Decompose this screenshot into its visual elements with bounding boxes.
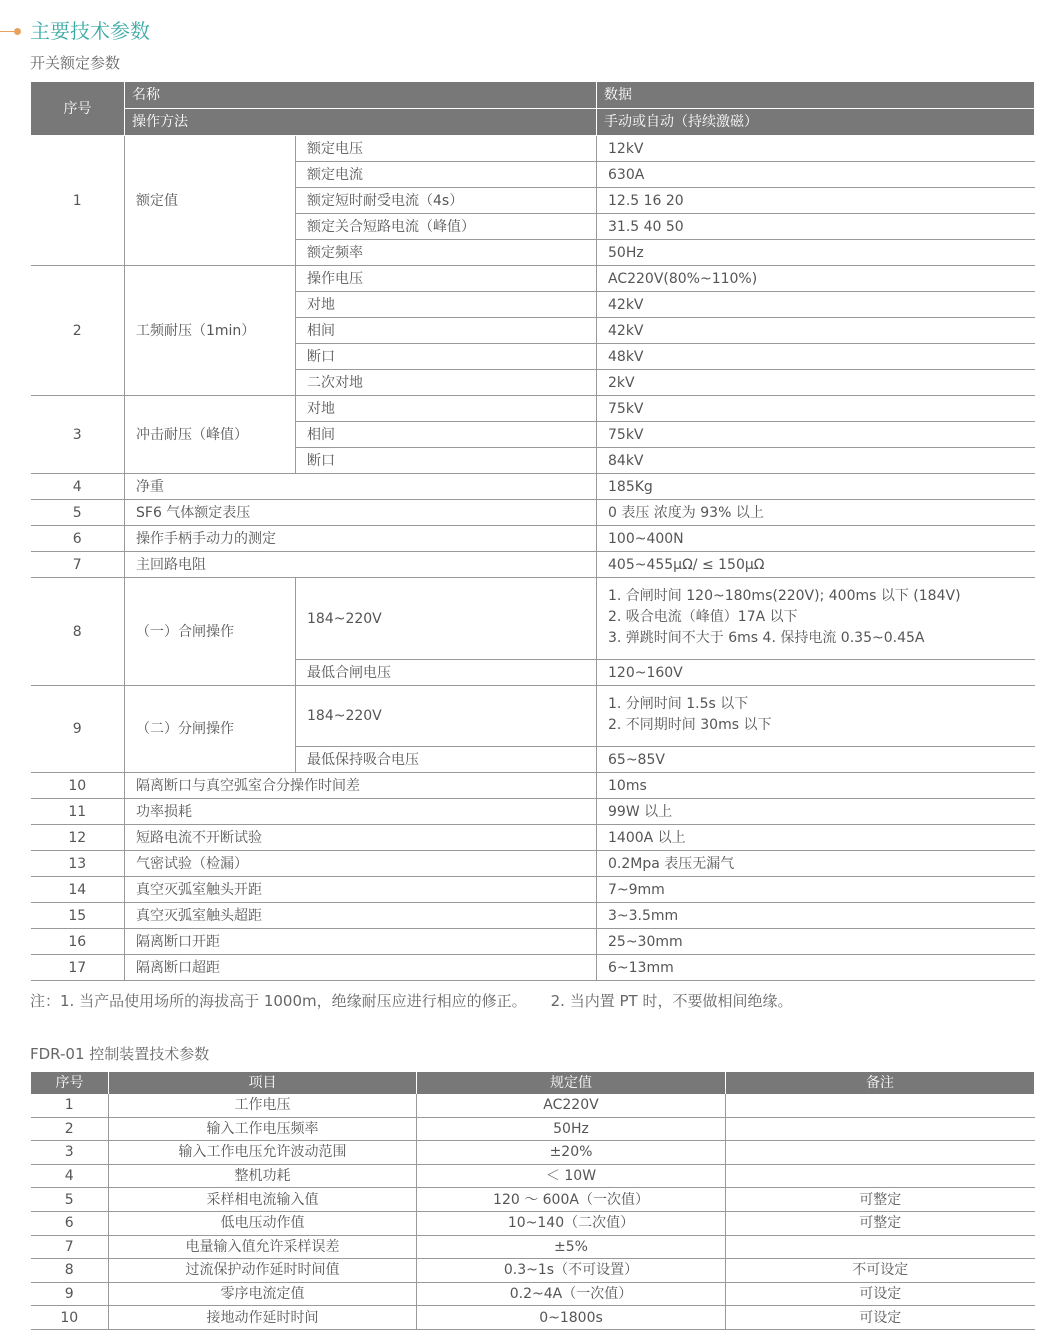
row-spec: ±5% xyxy=(417,1235,726,1259)
row-name: 冲击耐压（峰值） xyxy=(125,396,296,474)
row-spec: 0.3~1s（不可设置） xyxy=(417,1259,726,1283)
row-spec: AC220V xyxy=(417,1094,726,1117)
row-value: 75kV xyxy=(597,396,1035,422)
row-seq: 2 xyxy=(31,266,125,396)
footnote xyxy=(30,990,792,1012)
row-value: 120~160V xyxy=(597,660,1035,686)
row-subname: 操作电压 xyxy=(296,266,597,292)
row-seq: 1 xyxy=(31,1094,109,1117)
table-row xyxy=(31,1211,1035,1235)
section-title: 主要技术参数 xyxy=(30,19,150,43)
table-row xyxy=(31,500,1035,526)
table-row xyxy=(31,929,1035,955)
footnote-part2: 2. 当内置 PT 时，不要做相间绝缘。 xyxy=(550,992,793,1010)
row-seq: 14 xyxy=(31,877,125,903)
table-row xyxy=(31,526,1035,552)
row-seq: 11 xyxy=(31,799,125,825)
row-value: 2kV xyxy=(597,370,1035,396)
row-value: 84kV xyxy=(597,448,1035,474)
row-subname: 额定电流 xyxy=(296,162,597,188)
row-value: 100~400N xyxy=(597,526,1035,552)
row-value: 65~85V xyxy=(597,747,1035,773)
header-item: 项目 xyxy=(109,1072,417,1094)
row-name: 功率损耗 xyxy=(125,799,597,825)
row-seq: 1 xyxy=(31,136,125,266)
row-item: 输入工作电压频率 xyxy=(109,1117,417,1141)
row-name: 操作手柄手动力的测定 xyxy=(125,526,597,552)
row-item: 工作电压 xyxy=(109,1094,417,1117)
row-value: 0 表压 浓度为 93% 以上 xyxy=(597,500,1035,526)
table-row xyxy=(31,851,1035,877)
row-item: 过流保护动作延时时间值 xyxy=(109,1259,417,1283)
row-value: 185Kg xyxy=(597,474,1035,500)
switch-rated-params-table xyxy=(30,81,1035,981)
row-value: 12kV xyxy=(597,136,1035,162)
row-spec: 10~140（二次值） xyxy=(417,1211,726,1235)
row-seq: 4 xyxy=(31,1164,109,1188)
row-spec: ＜ 10W xyxy=(417,1164,726,1188)
header-spec: 规定值 xyxy=(417,1072,726,1094)
row-value: 50Hz xyxy=(597,240,1035,266)
row-remark xyxy=(726,1141,1035,1165)
value-line: 1. 分闸时间 1.5s 以下 xyxy=(608,696,749,712)
row-subname: 二次对地 xyxy=(296,370,597,396)
row-name: 真空灭弧室触头开距 xyxy=(125,877,597,903)
row-seq: 5 xyxy=(31,500,125,526)
row-seq: 2 xyxy=(31,1117,109,1141)
row-value: 7~9mm xyxy=(597,877,1035,903)
row-subname: 最低合闸电压 xyxy=(296,660,597,686)
row-remark xyxy=(726,1235,1035,1259)
row-name: 工频耐压（1min） xyxy=(125,266,296,396)
table-row xyxy=(31,1188,1035,1212)
row-value: 99W 以上 xyxy=(597,799,1035,825)
table-header-row xyxy=(31,1072,1035,1094)
value-line: 2. 吸合电流（峰值）17A 以下 xyxy=(608,609,798,625)
row-subname: 相间 xyxy=(296,422,597,448)
row-remark: 可整定 xyxy=(726,1211,1035,1235)
row-subname: 184~220V xyxy=(296,578,597,660)
row-remark xyxy=(726,1117,1035,1141)
row-value: 6~13mm xyxy=(597,955,1035,981)
row-name: 净重 xyxy=(125,474,597,500)
row-spec: 0~1800s xyxy=(417,1306,726,1330)
header-seq: 序号 xyxy=(31,82,125,136)
value-line: 3. 弹跳时间不大于 6ms 4. 保持电流 0.35~0.45A xyxy=(608,630,925,646)
row-remark: 不可设定 xyxy=(726,1259,1035,1283)
table-row xyxy=(31,1141,1035,1165)
row-spec: 120 ～ 600A（一次值） xyxy=(417,1188,726,1212)
row-name: 隔离断口与真空弧室合分操作时间差 xyxy=(125,773,597,799)
row-subname: 184~220V xyxy=(296,686,597,747)
row-seq: 5 xyxy=(31,1188,109,1212)
row-spec: ±20% xyxy=(417,1141,726,1165)
row-seq: 12 xyxy=(31,825,125,851)
table-row xyxy=(31,474,1035,500)
row-seq: 9 xyxy=(31,1282,109,1306)
table-row xyxy=(31,266,1035,292)
header-data: 数据 xyxy=(597,82,1035,109)
table-row xyxy=(31,877,1035,903)
row-value: 405~455μΩ/ ≤ 150μΩ xyxy=(597,552,1035,578)
row-name: 隔离断口超距 xyxy=(125,955,597,981)
row-item: 电量输入值允许采样误差 xyxy=(109,1235,417,1259)
table-row xyxy=(31,955,1035,981)
table-row xyxy=(31,1094,1035,1117)
row-value: AC220V(80%~110%) xyxy=(597,266,1035,292)
row-name: （一）合闸操作 xyxy=(125,578,296,686)
row-value-multiline xyxy=(597,686,1035,747)
row-seq: 9 xyxy=(31,686,125,773)
footnote-part1: 注：1. 当产品使用场所的海拔高于 1000m，绝缘耐压应进行相应的修正。 xyxy=(30,992,527,1010)
table-row xyxy=(31,799,1035,825)
header-op-method: 操作方法 xyxy=(125,109,597,136)
row-name: 隔离断口开距 xyxy=(125,929,597,955)
value-line: 1. 合闸时间 120~180ms(220V); 400ms 以下 (184V) xyxy=(608,588,961,604)
row-item: 输入工作电压允许波动范围 xyxy=(109,1141,417,1165)
row-subname: 对地 xyxy=(296,292,597,318)
row-value-multiline xyxy=(597,578,1035,660)
row-name: 气密试验（检漏） xyxy=(125,851,597,877)
row-subname: 额定电压 xyxy=(296,136,597,162)
row-spec: 50Hz xyxy=(417,1117,726,1141)
table-row xyxy=(31,1164,1035,1188)
title-decoration-dot xyxy=(14,28,21,35)
row-name: 短路电流不开断试验 xyxy=(125,825,597,851)
row-seq: 3 xyxy=(31,1141,109,1165)
row-remark: 可设定 xyxy=(726,1306,1035,1330)
table-row xyxy=(31,686,1035,747)
row-seq: 17 xyxy=(31,955,125,981)
table-row xyxy=(31,1235,1035,1259)
title-decoration-line xyxy=(0,31,14,32)
row-item: 低电压动作值 xyxy=(109,1211,417,1235)
header-op-value: 手动或自动（持续激磁） xyxy=(597,109,1035,136)
row-seq: 8 xyxy=(31,1259,109,1283)
row-seq: 13 xyxy=(31,851,125,877)
row-remark xyxy=(726,1164,1035,1188)
row-value: 630A xyxy=(597,162,1035,188)
value-line: 2. 不同期时间 30ms 以下 xyxy=(608,717,772,733)
table-row xyxy=(31,1282,1035,1306)
row-subname: 额定关合短路电流（峰值） xyxy=(296,214,597,240)
row-value: 31.5 40 50 xyxy=(597,214,1035,240)
row-name: 真空灭弧室触头超距 xyxy=(125,903,597,929)
table-row xyxy=(31,136,1035,162)
row-subname: 断口 xyxy=(296,344,597,370)
row-item: 整机功耗 xyxy=(109,1164,417,1188)
row-seq: 7 xyxy=(31,1235,109,1259)
table-header-row xyxy=(31,82,1035,109)
table-row xyxy=(31,773,1035,799)
row-value: 3~3.5mm xyxy=(597,903,1035,929)
header-seq: 序号 xyxy=(31,1072,109,1094)
table-row xyxy=(31,578,1035,660)
row-name: 额定值 xyxy=(125,136,296,266)
row-value: 12.5 16 20 xyxy=(597,188,1035,214)
table-row xyxy=(31,396,1035,422)
row-spec: 0.2~4A（一次值） xyxy=(417,1282,726,1306)
row-value: 42kV xyxy=(597,292,1035,318)
row-name: SF6 气体额定表压 xyxy=(125,500,597,526)
control-params-subtitle: FDR-01 控制装置技术参数 xyxy=(30,1045,210,1063)
row-remark: 可整定 xyxy=(726,1188,1035,1212)
row-item: 接地动作延时时间 xyxy=(109,1306,417,1330)
row-value: 1400A 以上 xyxy=(597,825,1035,851)
row-seq: 7 xyxy=(31,552,125,578)
row-value: 75kV xyxy=(597,422,1035,448)
header-name: 名称 xyxy=(125,82,597,109)
row-subname: 额定短时耐受电流（4s） xyxy=(296,188,597,214)
row-subname: 断口 xyxy=(296,448,597,474)
row-subname: 额定频率 xyxy=(296,240,597,266)
row-value: 25~30mm xyxy=(597,929,1035,955)
row-name: （二）分闸操作 xyxy=(125,686,296,773)
row-remark xyxy=(726,1094,1035,1117)
row-seq: 6 xyxy=(31,526,125,552)
switch-params-subtitle: 开关额定参数 xyxy=(30,54,121,72)
row-seq: 4 xyxy=(31,474,125,500)
table-row xyxy=(31,552,1035,578)
row-seq: 6 xyxy=(31,1211,109,1235)
row-name: 主回路电阻 xyxy=(125,552,597,578)
row-seq: 16 xyxy=(31,929,125,955)
row-seq: 10 xyxy=(31,1306,109,1330)
header-remark: 备注 xyxy=(726,1072,1035,1094)
table-header-row xyxy=(31,109,1035,136)
row-subname: 最低保持吸合电压 xyxy=(296,747,597,773)
row-subname: 对地 xyxy=(296,396,597,422)
control-device-params-table xyxy=(30,1072,1035,1330)
row-item: 零序电流定值 xyxy=(109,1282,417,1306)
row-value: 10ms xyxy=(597,773,1035,799)
table-row xyxy=(31,1306,1035,1330)
table-row xyxy=(31,903,1035,929)
row-remark: 可设定 xyxy=(726,1282,1035,1306)
row-item: 采样相电流输入值 xyxy=(109,1188,417,1212)
row-value: 48kV xyxy=(597,344,1035,370)
row-value: 42kV xyxy=(597,318,1035,344)
table-row xyxy=(31,1117,1035,1141)
row-seq: 3 xyxy=(31,396,125,474)
table-row xyxy=(31,1259,1035,1283)
row-seq: 15 xyxy=(31,903,125,929)
table-row xyxy=(31,825,1035,851)
row-value: 0.2Mpa 表压无漏气 xyxy=(597,851,1035,877)
row-seq: 10 xyxy=(31,773,125,799)
row-seq: 8 xyxy=(31,578,125,686)
row-subname: 相间 xyxy=(296,318,597,344)
